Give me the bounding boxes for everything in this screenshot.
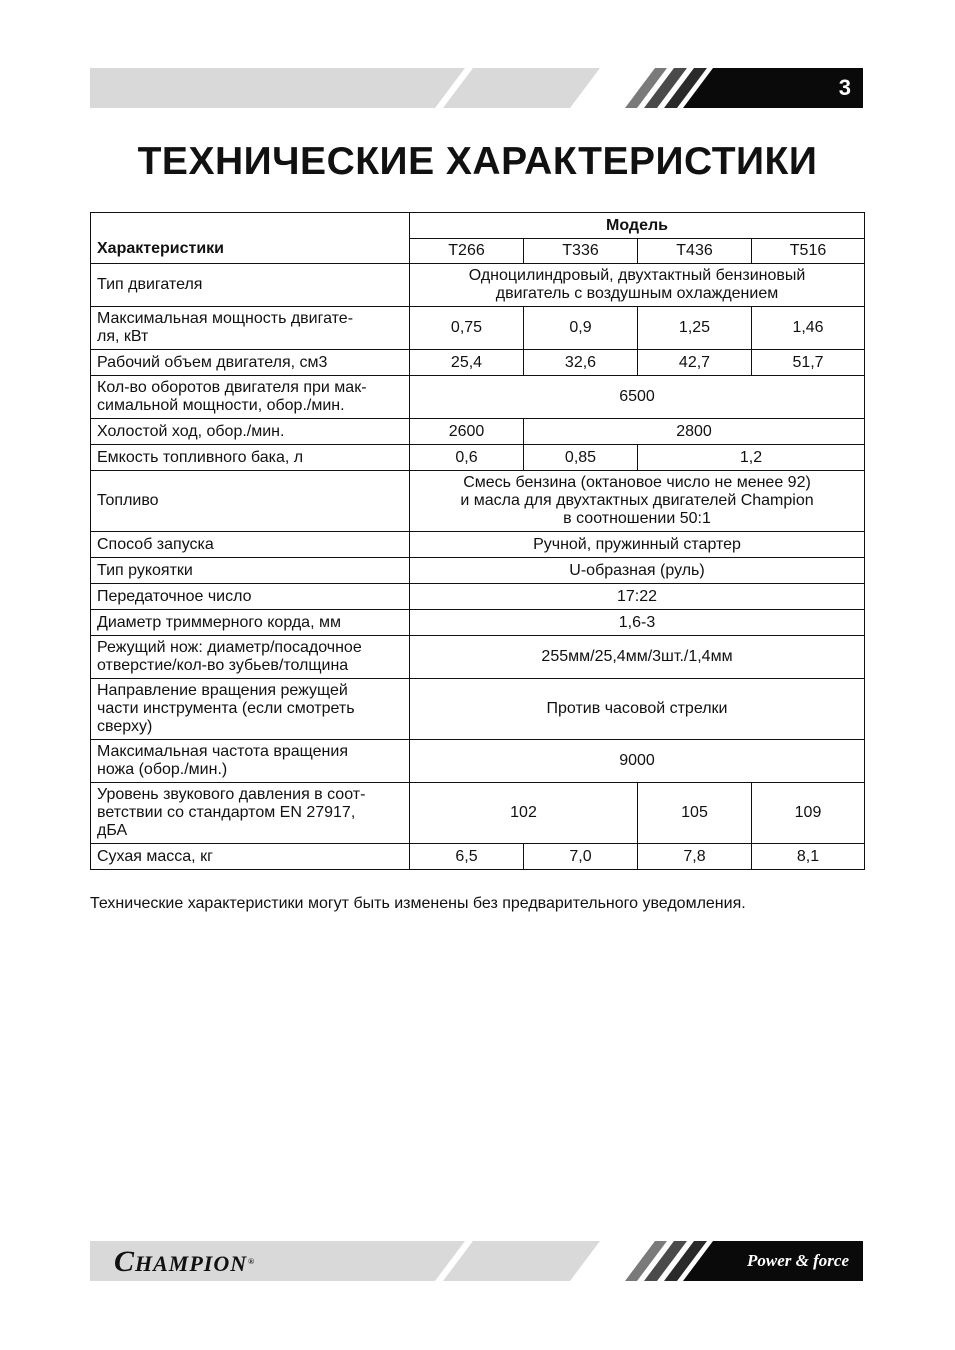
- row-label: Режущий нож: диаметр/посадочное отверстие/кол-во зубьев/толщина: [91, 636, 410, 679]
- row-value: 6500: [410, 376, 865, 419]
- table-row: [91, 264, 865, 307]
- row-value: 32,6: [524, 350, 638, 376]
- row-label: Рабочий объем двигателя, см3: [91, 350, 410, 376]
- row-value: 0,6: [410, 445, 524, 471]
- table-row: [91, 376, 865, 419]
- table-row: [91, 445, 865, 471]
- row-value: 102: [410, 783, 638, 844]
- page-title: ТЕХНИЧЕСКИЕ ХАРАКТЕРИСТИКИ: [137, 140, 818, 183]
- row-value: 25,4: [410, 350, 524, 376]
- row-value: 2600: [410, 419, 524, 445]
- row-label: Максимальная мощность двигате- ля, кВт: [91, 307, 410, 350]
- model-t436: T436: [638, 239, 752, 264]
- row-value: 42,7: [638, 350, 752, 376]
- footnote: Технические характеристики могут быть изменены без предварительного уведомления.: [90, 895, 746, 912]
- row-value: U-образная (руль): [410, 558, 865, 584]
- table-row: [91, 532, 865, 558]
- row-label: Диаметр триммерного корда, мм: [91, 610, 410, 636]
- row-label: Холостой ход, обор./мин.: [91, 419, 410, 445]
- row-value: Смесь бензина (октановое число не менее 92) и масла для двухтактных двигателей Champion в соотношении 50:1: [410, 471, 865, 532]
- row-label: Кол-во оборотов двигателя при мак- симальной мощности, обор./мин.: [91, 376, 410, 419]
- table-row: [91, 584, 865, 610]
- header-band: [90, 68, 863, 108]
- table-row: [91, 471, 865, 532]
- table-row: [91, 610, 865, 636]
- row-value: 1,2: [638, 445, 865, 471]
- row-label: Передаточное число: [91, 584, 410, 610]
- table-row: [91, 783, 865, 844]
- row-label: Направление вращения режущей части инструмента (если смотреть сверху): [91, 679, 410, 740]
- row-value: 9000: [410, 740, 865, 783]
- row-value: 0,9: [524, 307, 638, 350]
- row-value: 6,5: [410, 844, 524, 870]
- table-row: [91, 307, 865, 350]
- row-value: 1,6-3: [410, 610, 865, 636]
- row-value: 1,46: [752, 307, 865, 350]
- table-row: [91, 350, 865, 376]
- model-t516: T516: [752, 239, 865, 264]
- table-row: [91, 740, 865, 783]
- row-label: Тип рукоятки: [91, 558, 410, 584]
- row-label: Сухая масса, кг: [91, 844, 410, 870]
- row-label: Уровень звукового давления в соот- ветствии со стандартом EN 27917, дБА: [91, 783, 410, 844]
- row-label: Максимальная частота вращения ножа (обор./мин.): [91, 740, 410, 783]
- table-row: [91, 844, 865, 870]
- row-value: 17:22: [410, 584, 865, 610]
- page-number: 3: [838, 75, 851, 100]
- row-value: 2800: [524, 419, 865, 445]
- table-row: [91, 679, 865, 740]
- row-value: Против часовой стрелки: [410, 679, 865, 740]
- table-row: [91, 558, 865, 584]
- row-value: 0,85: [524, 445, 638, 471]
- row-label: Топливо: [91, 471, 410, 532]
- specs-table: [90, 212, 865, 870]
- row-value: 8,1: [752, 844, 865, 870]
- header-band-graphic: [90, 68, 863, 108]
- row-value: 105: [638, 783, 752, 844]
- row-value: 7,0: [524, 844, 638, 870]
- row-label: Емкость топливного бака, л: [91, 445, 410, 471]
- row-value: 51,7: [752, 350, 865, 376]
- row-label: Способ запуска: [91, 532, 410, 558]
- footer-band: [90, 1241, 863, 1281]
- row-value: 1,25: [638, 307, 752, 350]
- row-label: Тип двигателя: [91, 264, 410, 307]
- model-header: Модель: [410, 213, 865, 239]
- characteristics-header: Характеристики: [91, 213, 410, 264]
- model-t336: T336: [524, 239, 638, 264]
- row-value: Ручной, пружинный стартер: [410, 532, 865, 558]
- champion-logo: CHAMPION®: [114, 1245, 256, 1278]
- row-value: 109: [752, 783, 865, 844]
- table-row: [91, 636, 865, 679]
- model-t266: T266: [410, 239, 524, 264]
- row-value: 255мм/25,4мм/3шт./1,4мм: [410, 636, 865, 679]
- row-value: 7,8: [638, 844, 752, 870]
- table-row: [91, 419, 865, 445]
- row-value: 0,75: [410, 307, 524, 350]
- row-value: Одноцилиндровый, двухтактный бензиновый двигатель с воздушным охлаждением: [410, 264, 865, 307]
- brand-slogan: Power & force: [747, 1251, 849, 1270]
